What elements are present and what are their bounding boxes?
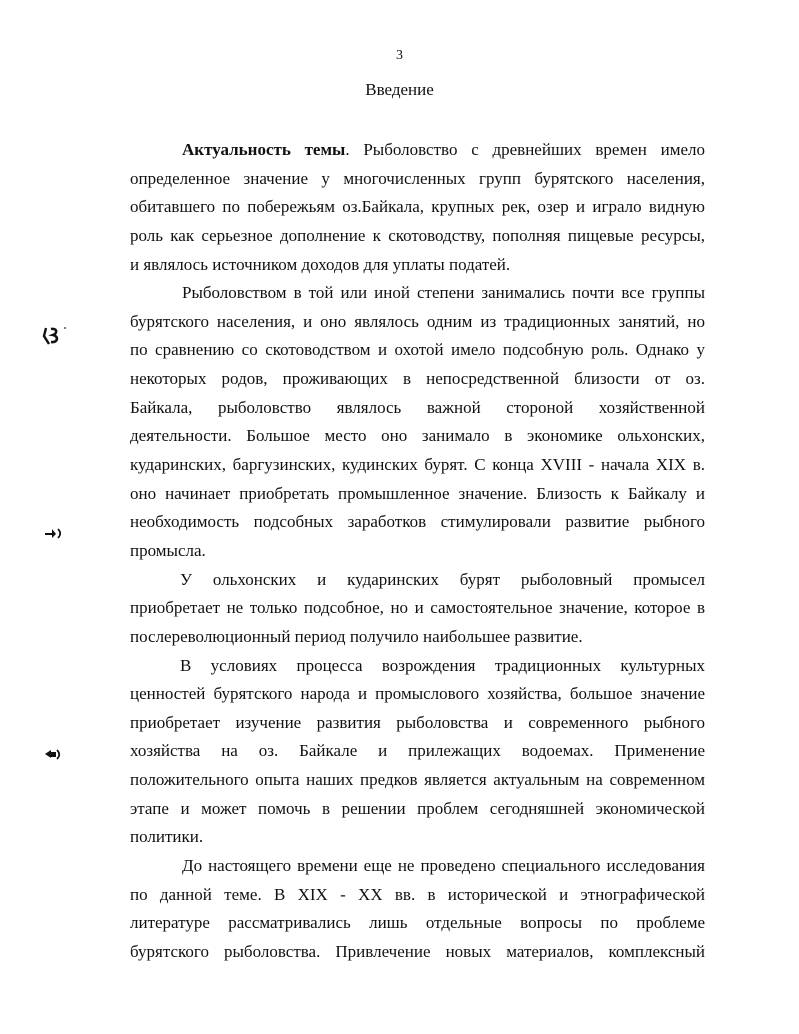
paragraph-3-line-2: приобретает не только подсобное, но и самостоятельное значение, которое в	[130, 598, 705, 618]
paragraph-3-line-3: послереволюционный период получило наибольшее развитие.	[130, 626, 583, 646]
paragraph-2-line-5: Байкала, рыболовство являлось важной стороной хозяйственной	[130, 397, 705, 417]
paragraph-2-line-9: необходимость подсобных заработков стимулировали развитие рыбного	[130, 512, 705, 532]
paragraph-4-line-2: ценностей бурятского народа и промыслового хозяйства, большое значение	[130, 684, 705, 704]
paragraph-4-line-7: политики.	[130, 827, 204, 847]
paragraph-5-line-4: бурятского рыболовства. Привлечение новых материалов, комплексный	[130, 941, 705, 961]
document-body	[130, 136, 705, 967]
paragraph-2-line-6: деятельности. Большое место оно занимало в экономике ольхонских,	[130, 426, 705, 446]
paragraph-2-line-4: некоторых родов, проживающих в непосредственной близости от оз.	[130, 369, 705, 389]
paragraph-4-line-6: этапе и может помочь в решении проблем сегодняшней экономической	[130, 798, 705, 818]
paragraph-1-line-2: определенное значение у многочисленных групп бурятского населения,	[130, 168, 705, 188]
scan-mark-artifact	[43, 524, 65, 540]
paragraph-2-line-2: бурятского населения, и оно являлось одним из традиционных занятий, но	[130, 311, 705, 331]
page-number: 3	[396, 48, 403, 63]
paragraph-2-line-10: промысла.	[130, 540, 206, 560]
paragraph-5-line-2: по данной теме. В XIX - XX вв. в исторической и этнографической	[130, 884, 705, 904]
page-title: Введение	[365, 80, 434, 99]
paragraph-2-line-1: Рыболовством в той или иной степени занимались почти все группы	[182, 283, 705, 303]
paragraph-5-line-3: литературе рассматривались лишь отдельные вопросы по проблеме	[130, 913, 705, 933]
paragraph-1-lead: Актуальность темы	[182, 140, 346, 159]
paragraph-4-line-4: хозяйства на оз. Байкале и прилежащих водоемах. Применение	[130, 741, 705, 761]
paragraph-2-line-8: оно начинает приобретать промышленное значение. Близость к Байкалу и	[130, 483, 705, 503]
scan-mark-artifact	[40, 322, 72, 348]
scan-mark-artifact	[43, 746, 63, 762]
paragraph-3-line-1: У ольхонских и кударинских бурят рыболовный промысел	[180, 569, 705, 589]
paragraph-4-line-3: приобретает изучение развития рыболовства и современного рыбного	[130, 712, 705, 732]
paragraph-2-line-3: по сравнению со скотоводством и охотой имело подсобную роль. Однако у	[130, 340, 705, 360]
paragraph-2-line-7: кударинских, баргузинских, кудинских бурят. С конца XVIII - начала XIX в.	[130, 455, 705, 475]
paragraph-5-line-1: До настоящего времени еще не проведено специального исследования	[182, 856, 705, 876]
paragraph-4-line-1: В условиях процесса возрождения традиционных культурных	[180, 655, 705, 675]
paragraph-4-line-5: положительного опыта наших предков является актуальным на современном	[130, 770, 705, 790]
paragraph-1-line-4: роль как серьезное дополнение к скотоводству, пополняя пищевые ресурсы,	[130, 225, 705, 245]
paragraph-1-line-5: и являлось источником доходов для уплаты податей.	[130, 254, 511, 274]
paragraph-1-line-3: обитавшего по побережьям оз.Байкала, крупных рек, озер и играло видную	[130, 197, 705, 217]
paragraph-1-line-1: Актуальность темы. Рыболовство с древнейших времен имело	[182, 140, 705, 159]
